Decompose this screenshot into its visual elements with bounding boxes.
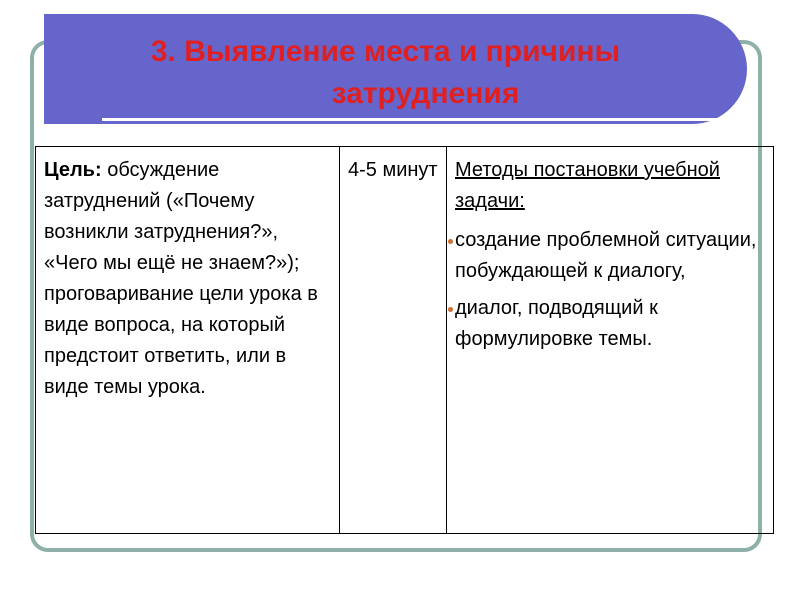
method-text: диалог, подводящий к формулировке темы. bbox=[455, 297, 658, 350]
goal-cell bbox=[36, 147, 340, 534]
bullet-icon bbox=[448, 307, 453, 312]
methods-cell bbox=[447, 147, 774, 534]
goal-label: Цель: bbox=[44, 159, 102, 181]
bullet-icon bbox=[448, 239, 453, 244]
list-item bbox=[455, 293, 765, 355]
methods-heading: Методы постановки учебной задачи: bbox=[455, 159, 720, 212]
title-underline bbox=[102, 118, 752, 121]
method-text: создание проблемной ситуации, побуждающей к диалогу, bbox=[455, 229, 757, 282]
slide-title-line-2: затруднения bbox=[331, 77, 520, 110]
title-banner bbox=[44, 14, 747, 124]
table-row bbox=[36, 147, 774, 534]
time-text: 4-5 минут bbox=[348, 159, 438, 181]
time-cell bbox=[340, 147, 447, 534]
content-table bbox=[35, 146, 774, 534]
goal-text: обсуждение затруднений («Почему возникли затруднения?», «Чего мы ещё не знаем?»); проговаривание цели урока в виде вопроса, на который предстоит ответить, или в виде темы урока. bbox=[44, 159, 318, 398]
slide-title-line-1: 3. Выявление места и причины bbox=[150, 35, 621, 68]
list-item bbox=[455, 225, 765, 287]
